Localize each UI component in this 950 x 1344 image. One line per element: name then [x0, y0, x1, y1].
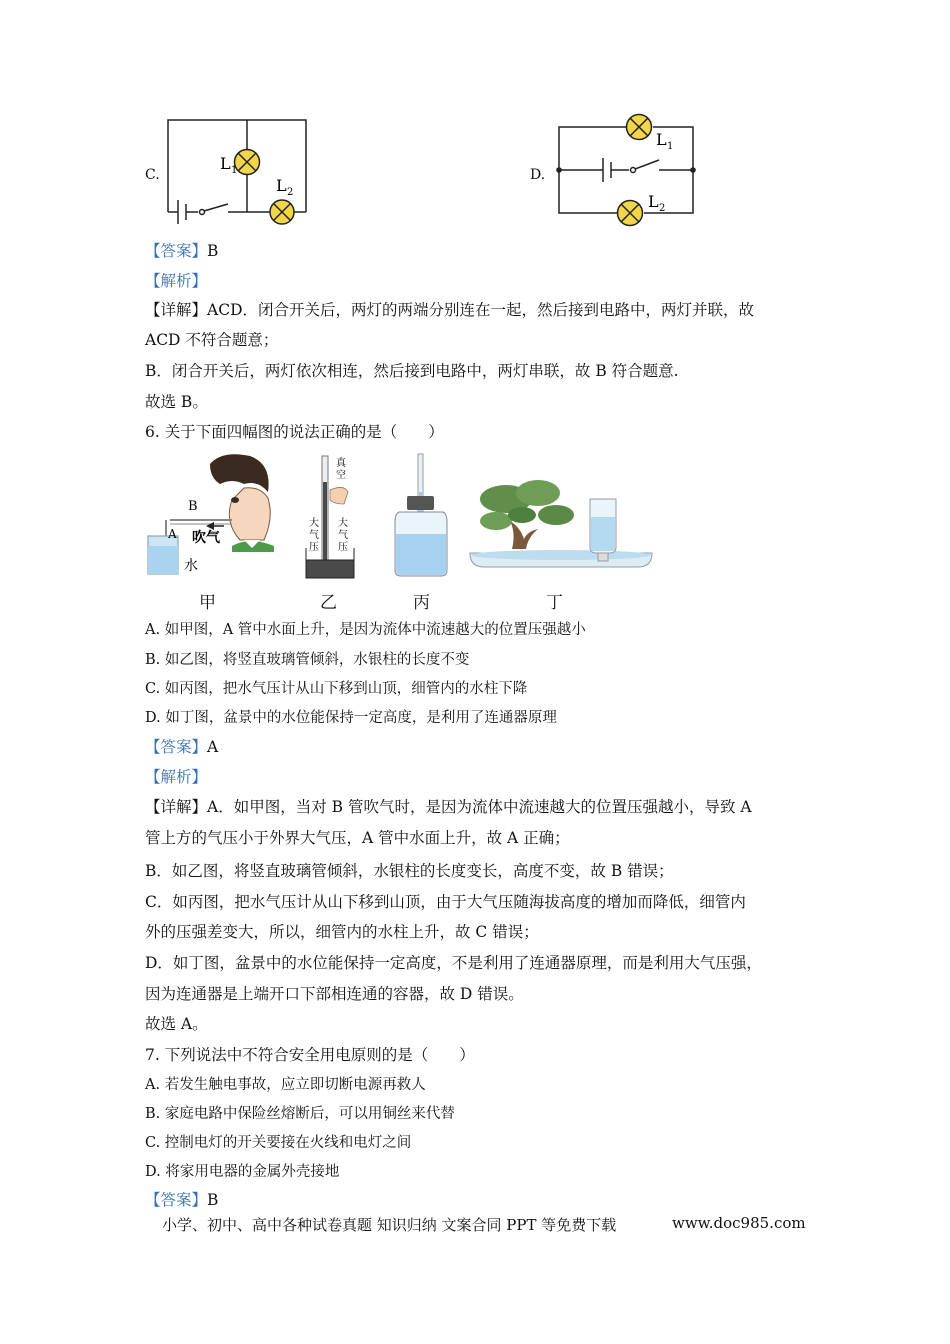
q6-detail-4: C．如丙图，把水气压计从山下移到山顶，由于大气压随海拔高度的增加而降低，细管内: [145, 893, 746, 911]
q5-analysis-label: 【解析】: [145, 272, 208, 290]
q6-detail-3: B．如乙图，将竖直玻璃管倾斜，水银柱的长度变长，高度不变，故 B 错误；: [145, 862, 674, 880]
svg-text:2: 2: [287, 187, 294, 198]
fig-label-ding: 丁: [546, 593, 563, 613]
q5-answer: 【答案】B: [145, 242, 219, 260]
svg-text:气: 气: [338, 530, 348, 541]
q6-detail-2: 管上方的气压小于外界大气压，A 管中水面上升，故 A 正确；: [145, 829, 570, 847]
l2-label: L: [276, 176, 287, 195]
q7-option-d: D. 将家用电器的金属外壳接地: [145, 1164, 340, 1180]
q6-option-d: D. 如丁图，盆景中的水位能保持一定高度，是利用了连通器原理: [145, 710, 557, 726]
q6-option-b: B. 如乙图，将竖直玻璃管倾斜，水银柱的长度不变: [145, 652, 470, 668]
circuit-c: [160, 112, 320, 227]
svg-text:吹气: 吹气: [192, 530, 220, 546]
q5-detail-2: ACD 不符合题意；: [145, 331, 279, 349]
q7-option-c: C. 控制电灯的开关要接在火线和电灯之间: [145, 1135, 412, 1151]
q6-detail-6: D．如丁图，盆景中的水位能保持一定高度，不是利用了连通器原理，而是利用大气压强，: [145, 954, 762, 972]
svg-text:1: 1: [667, 141, 674, 152]
footer-url[interactable]: www.doc985.com: [672, 1214, 806, 1232]
q6-answer: 【答案】A: [145, 738, 219, 756]
svg-text:2: 2: [659, 203, 666, 214]
q7-option-a: A. 若发生触电事故，应立即切断电源再救人: [145, 1077, 426, 1093]
lamp-l1-icon: [235, 150, 260, 175]
svg-text:真: 真: [336, 458, 346, 469]
svg-text:大: 大: [338, 518, 348, 529]
water-bottle-icon: [590, 499, 616, 561]
figure-yi: [300, 452, 370, 582]
option-d-label: D.: [530, 167, 546, 183]
q6-analysis-label: 【解析】: [145, 768, 208, 786]
q6-detail-1: 【详解】A．如甲图，当对 B 管吹气时，是因为流体中流速越大的位置压强越小，导致 A: [145, 798, 752, 816]
l1-label: L: [220, 154, 231, 173]
page-footer: [162, 1214, 806, 1235]
fig-label-yi: 乙: [320, 593, 337, 613]
q6-conclusion: 故选 A。: [145, 1015, 208, 1033]
lamp-l1-icon: [627, 115, 652, 140]
svg-text:压: 压: [338, 542, 348, 553]
svg-text:大: 大: [309, 518, 319, 529]
lamp-l2-icon: [618, 201, 643, 226]
bonsai-tree-icon: [480, 480, 574, 549]
svg-text:空: 空: [336, 470, 346, 481]
q6-detail-5: 外的压强差变大，所以，细管内的水柱上升，故 C 错误；: [145, 923, 539, 941]
q7-option-b: B. 家庭电路中保险丝熔断后，可以用铜丝来代替: [145, 1106, 455, 1122]
svg-text:压: 压: [309, 542, 319, 553]
figure-ding: [466, 475, 656, 583]
footer-text: 小学、初中、高中各种试卷真题 知识归纳 文案合同 PPT 等免费下载: [162, 1216, 617, 1234]
q6-option-a: A. 如甲图，A 管中水面上升，是因为流体中流速越大的位置压强越小: [145, 622, 586, 638]
l1-label: L: [656, 130, 667, 149]
svg-text:A: A: [168, 527, 177, 541]
q7-stem: 7. 下列说法中不符合安全用电原则的是（ ）: [145, 1046, 475, 1064]
q6-option-c: C. 如丙图，把水气压计从山下移到山顶，细管内的水柱下降: [145, 681, 528, 697]
circuit-d: [553, 112, 703, 227]
figure-bing: [385, 452, 460, 582]
fig-label-jia: 甲: [199, 593, 216, 613]
q5-detail-3: B．闭合开关后，两灯依次相连，然后接到电路中，两灯串联，故 B 符合题意.: [145, 362, 679, 380]
svg-text:B: B: [188, 499, 198, 514]
l2-label: L: [648, 192, 659, 211]
svg-text:气: 气: [309, 530, 319, 541]
q5-detail-1: 【详解】ACD．闭合开关后，两灯的两端分别连在一起，然后接到电路中，两灯并联，故: [145, 301, 754, 319]
lamp-l2-icon: [270, 200, 294, 224]
q5-conclusion: 故选 B。: [145, 393, 208, 411]
fig-label-bing: 丙: [413, 593, 430, 613]
q7-answer: 【答案】B: [145, 1191, 219, 1209]
q6-stem: 6. 关于下面四幅图的说法正确的是（ ）: [145, 423, 444, 441]
figure-jia: [140, 452, 280, 582]
q6-detail-7: 因为连通器是上端开口下部相连通的容器，故 D 错误。: [145, 985, 524, 1003]
svg-text:1: 1: [231, 165, 238, 176]
option-c-label: C.: [145, 167, 160, 183]
svg-text:水: 水: [184, 558, 198, 574]
